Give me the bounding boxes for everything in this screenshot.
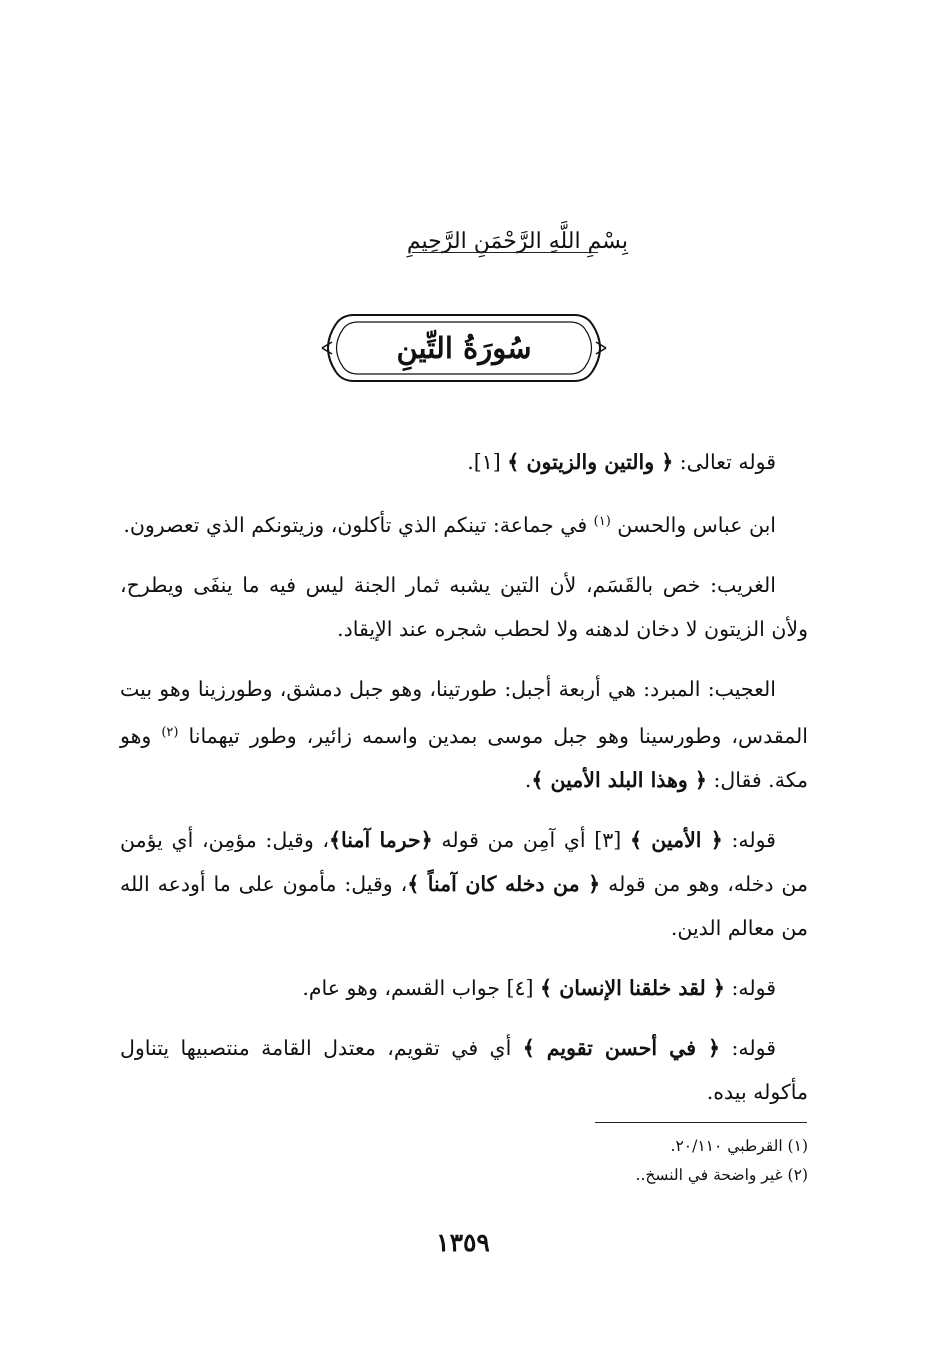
paragraph xyxy=(120,818,808,950)
surah-title-frame xyxy=(318,312,610,384)
quran-verse: ﴿ الأمين ﴾ xyxy=(629,828,723,852)
quran-verse: ﴿ في أحسن تقويم ﴾ xyxy=(522,1036,721,1060)
body-text xyxy=(120,440,808,1130)
quran-verse: ﴿حرما آمنا﴾ xyxy=(329,828,433,852)
paragraph xyxy=(120,563,808,651)
text-run: أي في تقويم، معتدل القامة منتصبيها يتناول مأكوله بيده. xyxy=(120,1036,808,1104)
text-run: العجيب: المبرد: هي أربعة أجبل: طورتينا، وهو جبل دمشق، وطورزينا وهو بيت المقدس، وطورسينا وهو جبل موسى بمدين واسمه زائير، وطور تيهمانا xyxy=(120,677,808,748)
text-run: ، وقيل: مؤمِن، أي يؤمن من دخله، وهو من قوله xyxy=(120,828,808,896)
basmala-text: بِسْمِ اللَّهِ الرَّحْمَنِ الرَّحِيمِ xyxy=(406,229,628,254)
surah-title: سُورَةُ التِّينِ xyxy=(396,331,532,365)
paragraph xyxy=(120,667,808,802)
quran-verse: ﴿ من دخله كان آمناً ﴾ xyxy=(407,872,601,896)
text-run: الغريب: خص بالقَسَم، لأن التين يشبه ثمار الجنة ليس فيه ما ينفَى ويطرح، ولأن الزيتون لا دخان لدهنه ولا لحطب شجره عند الإيقاد. xyxy=(120,573,808,641)
footnote-divider xyxy=(595,1122,807,1123)
text-run: ابن عباس والحسن xyxy=(610,513,776,537)
text-run: قوله: xyxy=(722,828,776,852)
text-run: [٣] أي آمِن من قوله xyxy=(432,828,630,852)
footnote: (٢) غير واضحة في النسخ.. xyxy=(635,1166,808,1184)
text-run: ، وقيل: مأمون على ما أودعه الله من معالم الدين. xyxy=(120,872,808,940)
paragraph xyxy=(120,1026,808,1114)
paragraph xyxy=(120,966,808,1010)
text-run: . xyxy=(524,768,532,792)
footnote-marker: (١) xyxy=(593,514,611,529)
text-run: في جماعة: تينكم الذي تأكلون، وزيتونكم الذي تعصرون. xyxy=(123,513,594,537)
text-run: قوله تعالى: xyxy=(673,450,776,474)
paragraph xyxy=(120,440,808,484)
text-run: قوله: xyxy=(724,976,776,1000)
quran-verse: ﴿ وهذا البلد الأمين ﴾ xyxy=(531,768,707,792)
footnote: (١) القرطبي ٢٠/١١٠. xyxy=(670,1137,808,1155)
text-run: وهو مكة. فقال: xyxy=(120,724,808,792)
page-number: ١٣٥٩ xyxy=(436,1228,490,1257)
footnote-marker: (٢) xyxy=(161,725,179,740)
text-run: [١]. xyxy=(467,450,508,474)
paragraph xyxy=(120,500,808,547)
footnotes xyxy=(120,1132,808,1190)
quran-verse: ﴿ والتين والزيتون ﴾ xyxy=(507,450,674,474)
text-run: قوله: xyxy=(720,1036,776,1060)
basmala-stretch-line xyxy=(412,252,598,253)
quran-verse: ﴿ لقد خلقنا الإنسان ﴾ xyxy=(540,976,725,1000)
basmala-header xyxy=(300,222,640,270)
text-run: [٤] جواب القسم، وهو عام. xyxy=(302,976,541,1000)
